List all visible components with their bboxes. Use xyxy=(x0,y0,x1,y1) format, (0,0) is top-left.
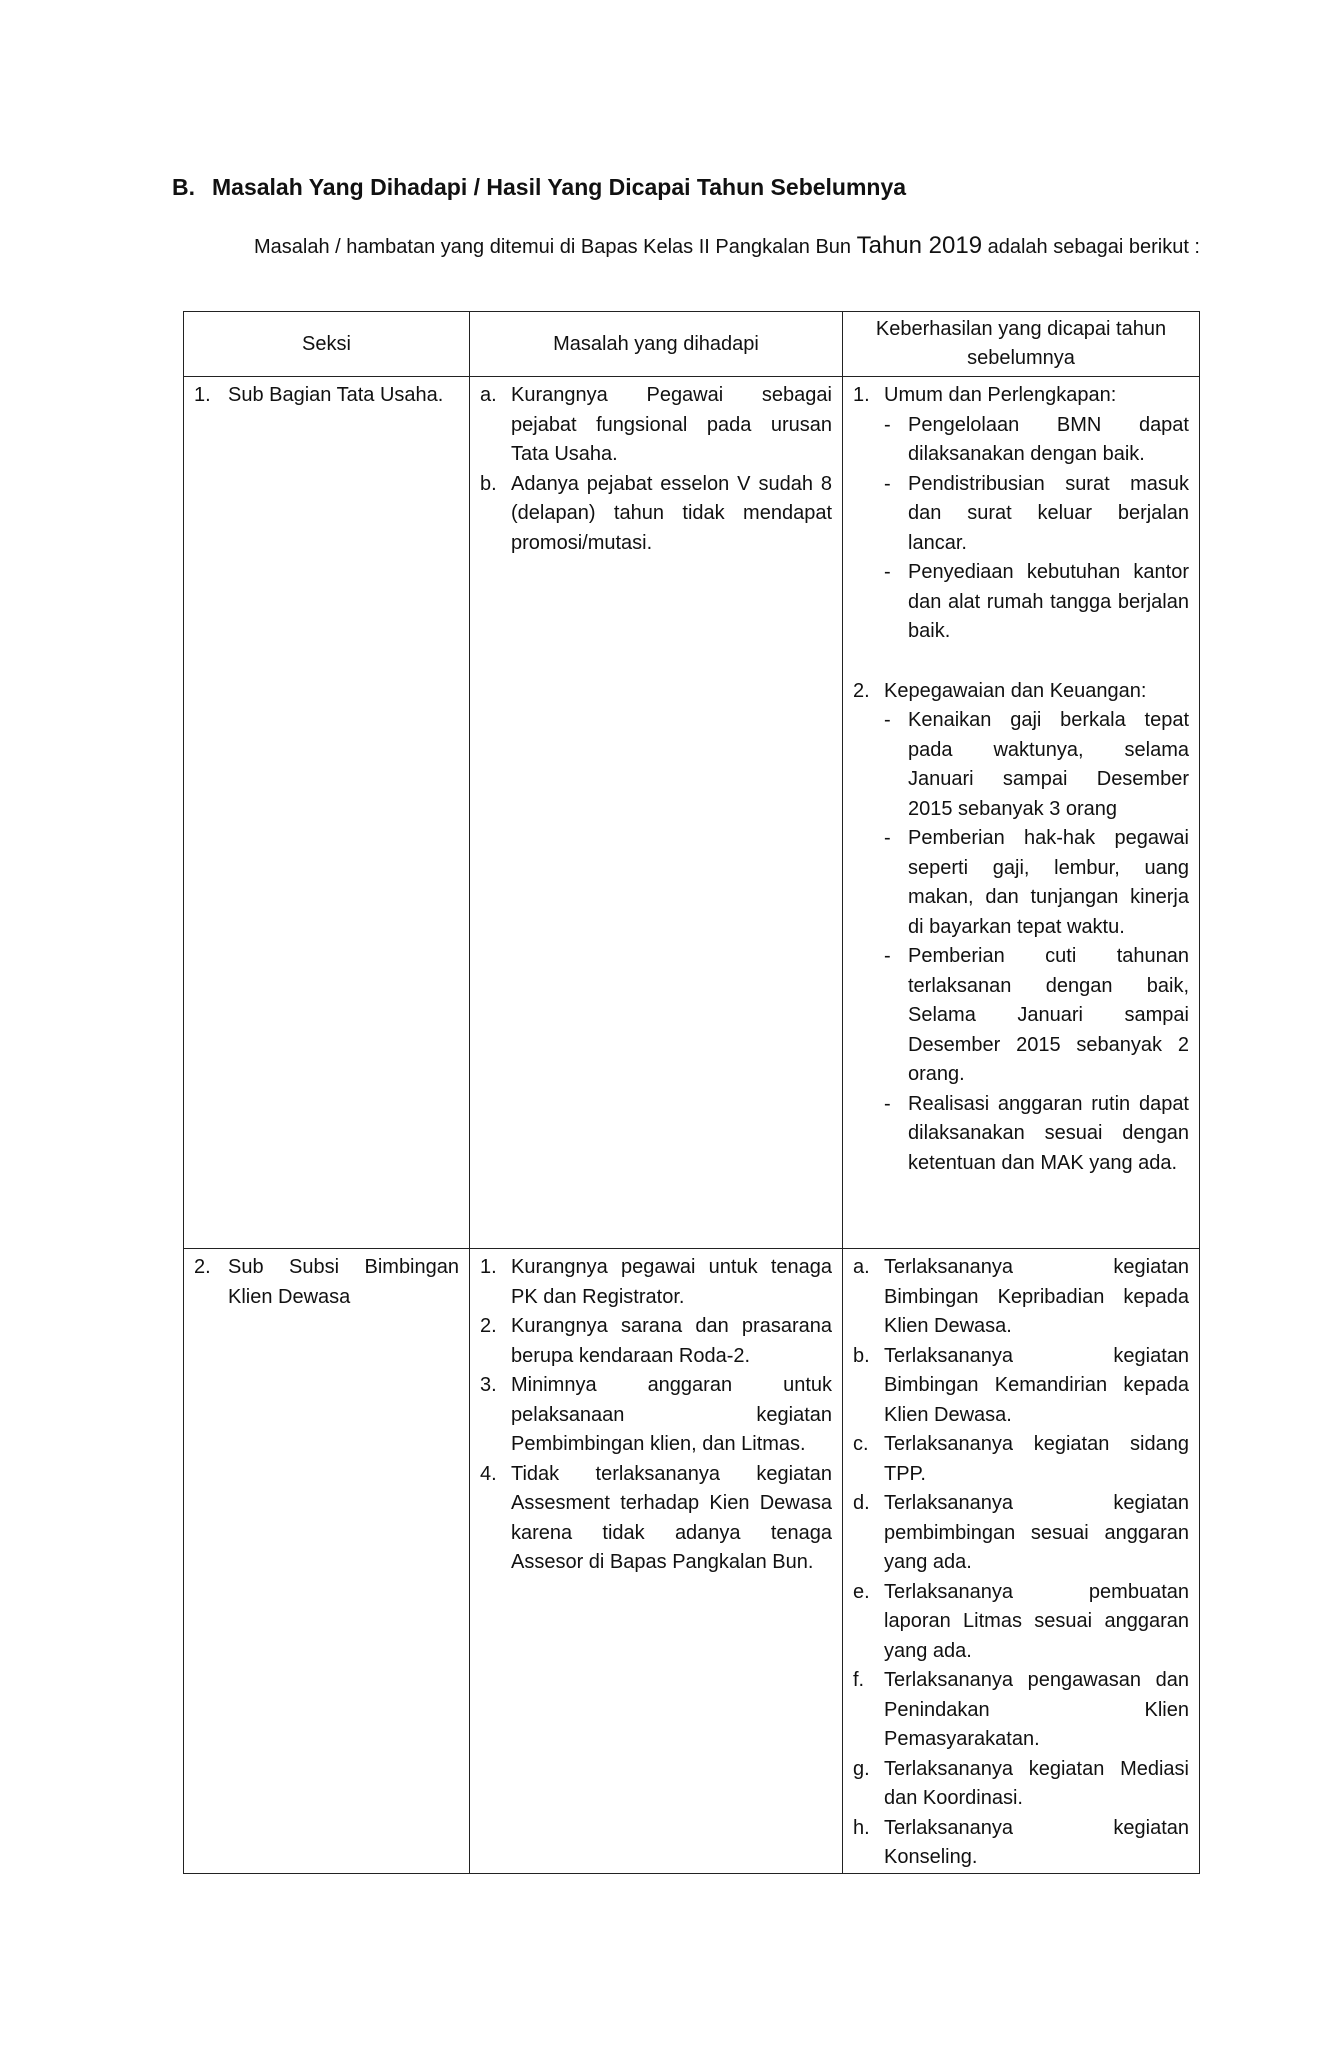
header-keberhasilan: Keberhasilan yang dicapai tahun sebelumnya xyxy=(843,312,1200,377)
seksi-number: 2. xyxy=(194,1256,211,1278)
list-item: - Pemberian cuti tahunan terlaksanan dengan baik, Selama Januari sampai Desember 2015 sebanyak 2 orang. xyxy=(884,945,1189,1085)
hasil-cell xyxy=(843,1249,1200,1874)
list-item: - Penyediaan kebutuhan kantor dan alat rumah tangga berjalan baik. xyxy=(884,561,1189,642)
section-number: B. xyxy=(172,174,195,200)
section-heading xyxy=(172,174,906,201)
masalah-list xyxy=(480,381,832,558)
list-item: b. Terlaksananya kegiatan Bimbingan Kemandirian kepada Klien Dewasa. xyxy=(853,1344,1189,1426)
list-item: c. Terlaksananya kegiatan sidang TPP. xyxy=(853,1433,1189,1485)
list-item: 3. Minimnya anggaran untuk pelaksanaan kegiatan Pembimbingan klien, dan Litmas. xyxy=(480,1374,832,1455)
seksi-name: Sub Bagian Tata Usaha. xyxy=(228,384,444,406)
list-item: d. Terlaksananya kegiatan pembimbingan sesuai anggaran yang ada. xyxy=(853,1492,1189,1573)
hasil-list xyxy=(853,381,1189,411)
sublist xyxy=(884,411,1189,647)
table-row xyxy=(184,377,1200,1249)
hasil-cell xyxy=(843,377,1200,1249)
problems-table xyxy=(183,311,1200,1874)
masalah-cell xyxy=(470,1249,843,1874)
intro-text-b: adalah sebagai berikut : xyxy=(982,236,1200,258)
sublist xyxy=(884,706,1189,1178)
masalah-cell xyxy=(470,377,843,1249)
list-item: - Kenaikan gaji berkala tepat pada waktunya, selama Januari sampai Desember 2015 sebanyak 3 orang xyxy=(884,709,1189,820)
list-item: g. Terlaksananya kegiatan Mediasi dan Koordinasi. xyxy=(853,1757,1189,1809)
seksi-cell xyxy=(184,377,470,1249)
list-item: - Pendistribusian surat masuk dan surat keluar berjalan lancar. xyxy=(884,472,1189,554)
list-item: 1. Kurangnya pegawai untuk tenaga PK dan Registrator. xyxy=(480,1256,832,1308)
list-item: b. Adanya pejabat esselon V sudah 8 (delapan) tahun tidak mendapat promosi/mutasi. xyxy=(480,472,832,554)
header-masalah: Masalah yang dihadapi xyxy=(470,312,843,377)
list-item: 2. Kepegawaian dan Keuangan: xyxy=(853,679,1147,702)
list-item: a. Kurangnya Pegawai sebagai pejabat fungsional pada urusan Tata Usaha. xyxy=(480,384,832,465)
list-item: a. Terlaksananya kegiatan Bimbingan Kepribadian kepada Klien Dewasa. xyxy=(853,1256,1189,1337)
header-seksi: Seksi xyxy=(184,312,470,377)
hasil-list xyxy=(853,677,1189,707)
intro-text-a: Masalah / hambatan yang ditemui di Bapas Kelas II Pangkalan Bun xyxy=(254,236,857,258)
list-item: e. Terlaksananya pembuatan laporan Litmas sesuai anggaran yang ada. xyxy=(853,1580,1189,1662)
list-item: 1. Umum dan Perlengkapan: xyxy=(853,384,1117,406)
list-item: h. Terlaksananya kegiatan Konseling. xyxy=(853,1816,1189,1868)
hasil-list xyxy=(853,1253,1189,1873)
list-item: - Realisasi anggaran rutin dapat dilaksanakan sesuai dengan ketentuan dan MAK yang ada. xyxy=(884,1092,1189,1174)
list-item: - Pengelolaan BMN dapat dilaksanakan dengan baik. xyxy=(884,413,1189,465)
list-item: f. Terlaksananya pengawasan dan Penindakan Klien Pemasyarakatan. xyxy=(853,1669,1189,1750)
seksi-number: 1. xyxy=(194,384,211,406)
intro-paragraph xyxy=(172,230,1200,263)
table-header-row xyxy=(184,312,1200,377)
masalah-list xyxy=(480,1253,832,1578)
section-title: Masalah Yang Dihadapi / Hasil Yang Dicapai Tahun Sebelumnya xyxy=(212,174,907,200)
seksi-name: Sub Subsi Bimbingan Klien Dewasa xyxy=(228,1256,459,1308)
seksi-cell xyxy=(184,1249,470,1874)
intro-year: Tahun 2019 xyxy=(856,232,983,259)
list-item: - Pemberian hak-hak pegawai seperti gaji, lembur, uang makan, dan tunjangan kinerja di bayarkan tepat waktu. xyxy=(884,827,1189,938)
list-item: 2. Kurangnya sarana dan prasarana berupa kendaraan Roda-2. xyxy=(480,1315,832,1367)
list-item: 4. Tidak terlaksananya kegiatan Assesment terhadap Kien Dewasa karena tidak adanya tenaga Assesor di Bapas Pangkalan Bun. xyxy=(480,1462,832,1573)
table-row xyxy=(184,1249,1200,1874)
